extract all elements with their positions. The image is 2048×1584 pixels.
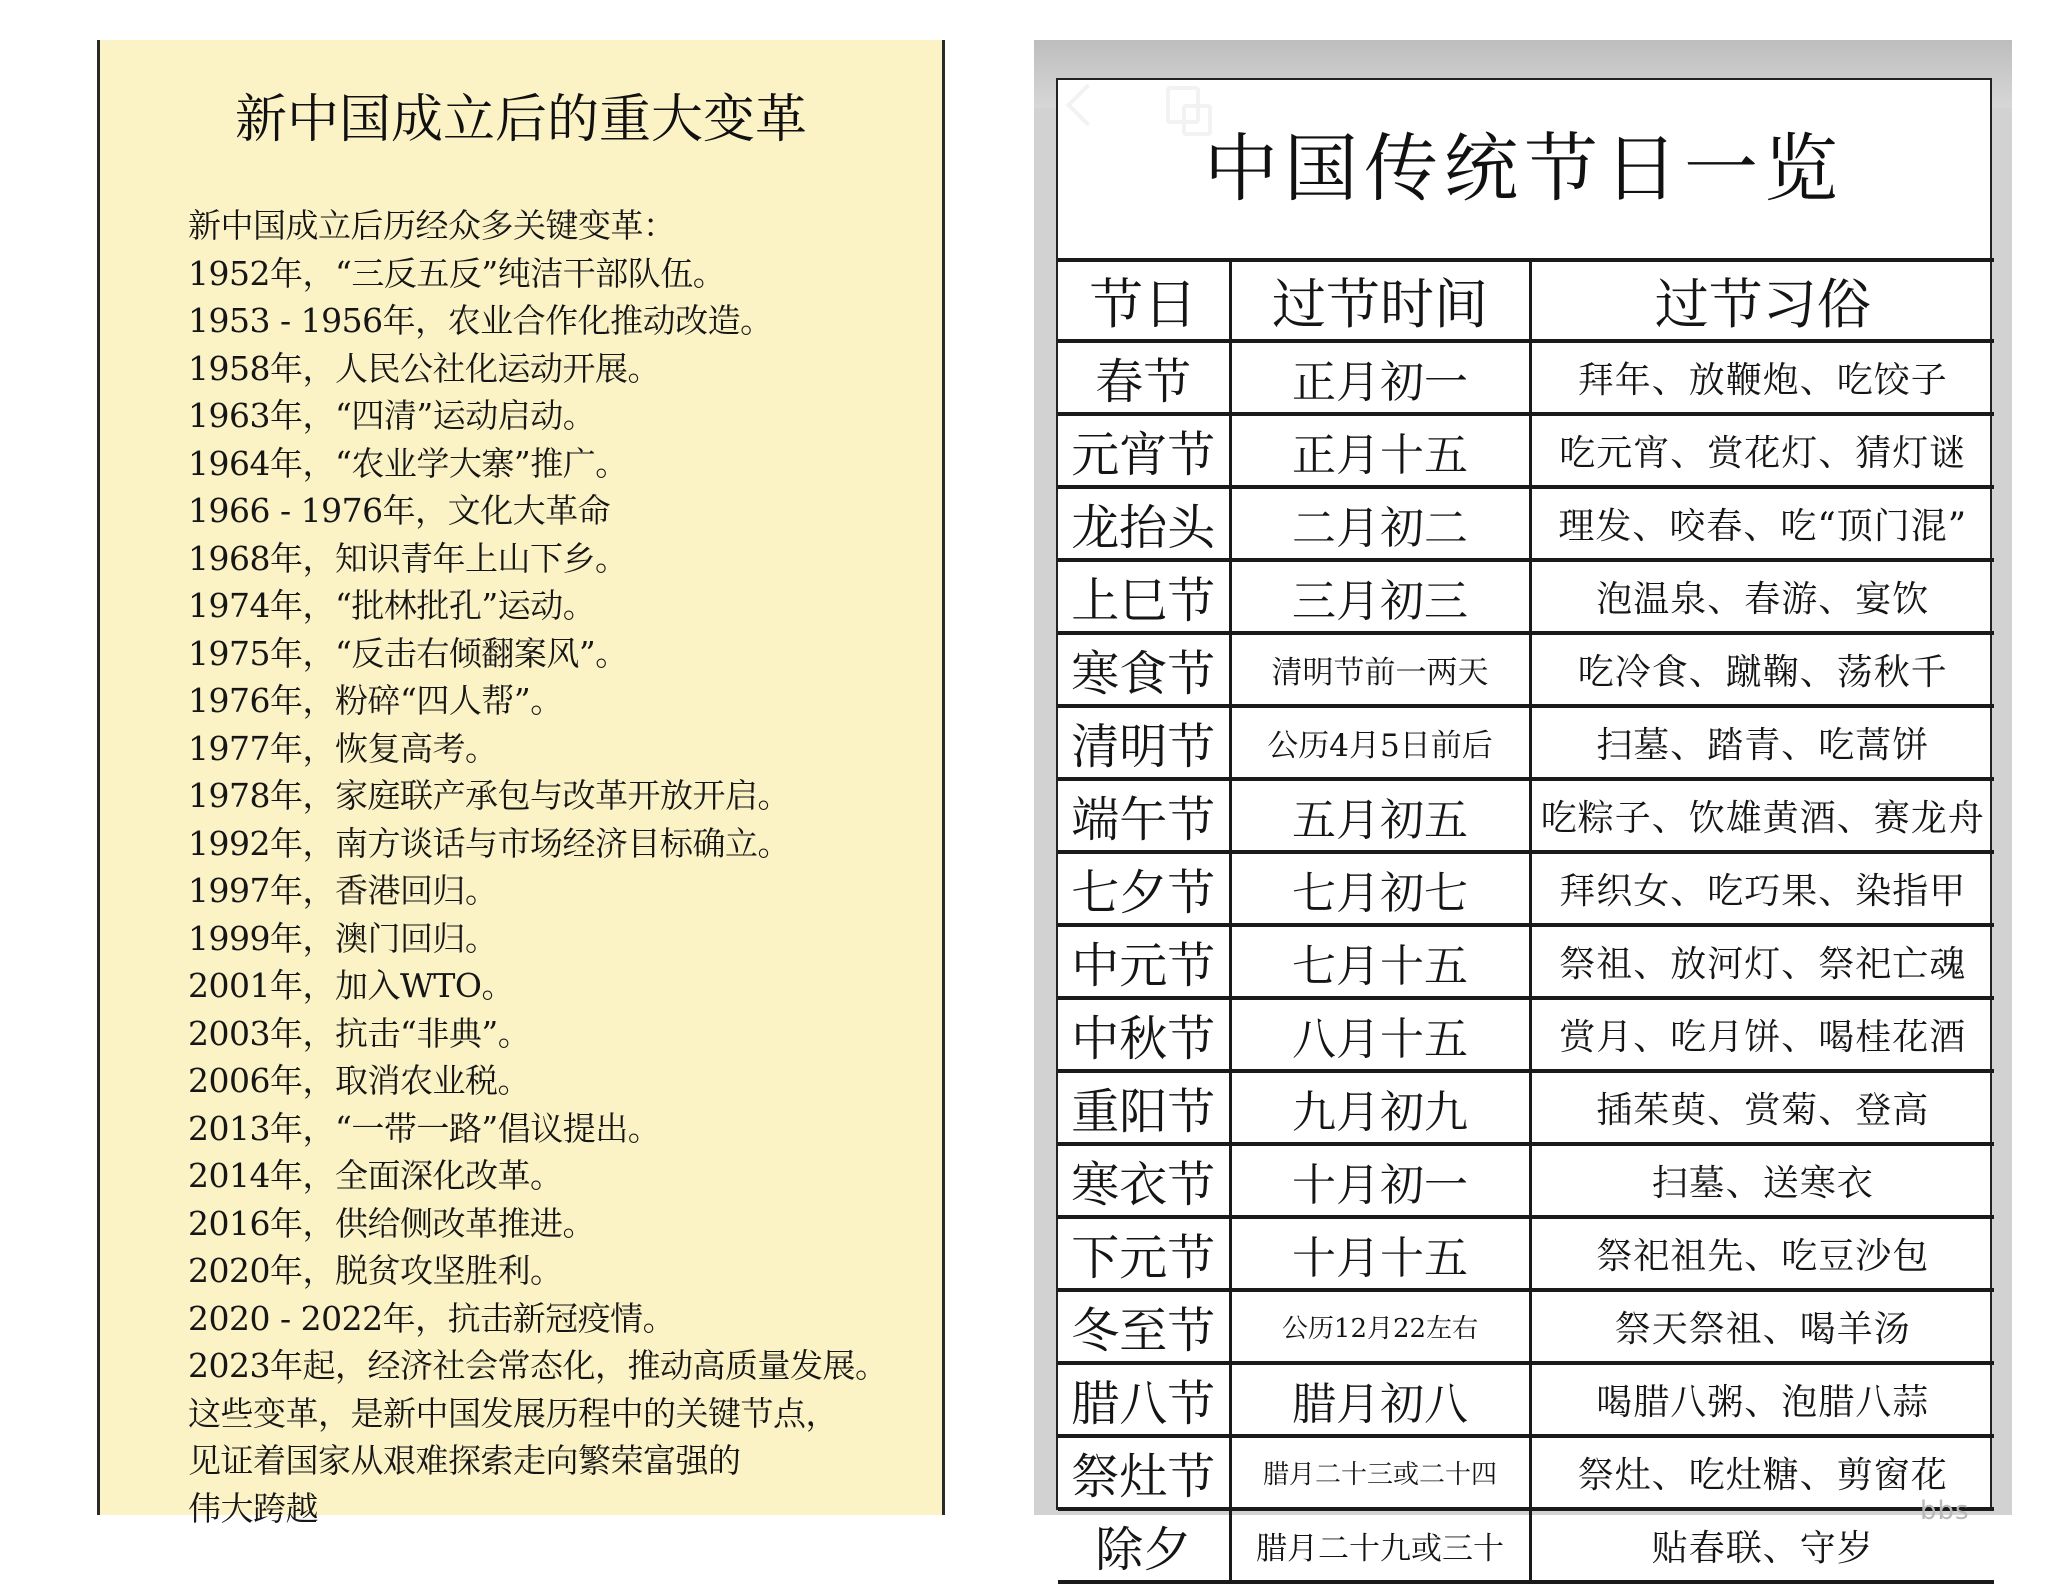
table-row — [1058, 998, 1994, 1071]
festival-name-cell: 中秋节 — [1058, 998, 1230, 1071]
festival-date-cell: 清明节前一两天 — [1230, 633, 1530, 706]
festival-custom-cell: 贴春联、守岁 — [1530, 1509, 1994, 1582]
festival-name-cell: 中元节 — [1058, 925, 1230, 998]
festival-custom-cell: 拜年、放鞭炮、吃饺子 — [1530, 341, 1994, 414]
festival-date-cell: 八月十五 — [1230, 998, 1530, 1071]
watermark: bbs — [1920, 1496, 1970, 1526]
festival-date-cell: 二月初二 — [1230, 487, 1530, 560]
festival-custom-cell: 泡温泉、春游、宴饮 — [1530, 560, 1994, 633]
festival-custom-cell: 祭祀祖先、吃豆沙包 — [1530, 1217, 1994, 1290]
document-line: 2013年，“一带一路”倡议提出。 — [188, 1108, 661, 1148]
festival-custom-cell: 扫墓、送寒衣 — [1530, 1144, 1994, 1217]
document-line: 2016年，供给侧改革推进。 — [188, 1203, 595, 1243]
festival-custom-cell: 祭祖、放河灯、祭祀亡魂 — [1530, 925, 1994, 998]
festival-date-cell: 七月初七 — [1230, 852, 1530, 925]
festival-name-cell: 元宵节 — [1058, 414, 1230, 487]
festival-custom-cell: 祭灶、吃灶糖、剪窗花 — [1530, 1436, 1994, 1509]
festival-name-cell: 七夕节 — [1058, 852, 1230, 925]
festival-date-cell: 腊月初八 — [1230, 1363, 1530, 1436]
festival-date-cell: 公历4月5日前后 — [1230, 706, 1530, 779]
table-row — [1058, 1217, 1994, 1290]
table-header-row — [1058, 260, 1994, 341]
document-line: 2003年，抗击“非典”。 — [188, 1013, 531, 1053]
document-line: 1975年，“反击右倾翻案风”。 — [188, 633, 628, 673]
festival-date-cell: 腊月二十三或二十四 — [1230, 1436, 1530, 1509]
festival-custom-cell: 插茱萸、赏菊、登高 — [1530, 1071, 1994, 1144]
festival-date-cell: 十月初一 — [1230, 1144, 1530, 1217]
document-line: 1964年，“农业学大寨”推广。 — [188, 443, 628, 483]
document-line: 1958年，人民公社化运动开展。 — [188, 348, 660, 388]
festival-custom-cell: 吃冷食、蹴鞠、荡秋千 — [1530, 633, 1994, 706]
document-line: 新中国成立后历经众多关键变革： — [188, 206, 676, 245]
document-line: 2014年，全面深化改革。 — [188, 1156, 563, 1195]
table-row — [1058, 852, 1994, 925]
table-row — [1058, 1071, 1994, 1144]
document-line: 1952年，“三反五反”纯洁干部队伍。 — [188, 253, 726, 293]
festival-date-cell: 五月初五 — [1230, 779, 1530, 852]
table-row — [1058, 487, 1994, 560]
document-line: 1966 - 1976年，文化大革命 — [188, 491, 611, 530]
festival-date-cell: 腊月二十九或三十 — [1230, 1509, 1530, 1582]
festival-date-cell: 七月十五 — [1230, 925, 1530, 998]
document-line: 2023年起，经济社会常态化，推动高质量发展。 — [188, 1346, 888, 1385]
festival-custom-cell: 赏月、吃月饼、喝桂花酒 — [1530, 998, 1994, 1071]
header-customs: 过节习俗 — [1530, 260, 1994, 341]
festival-date-cell: 九月初九 — [1230, 1071, 1530, 1144]
festival-name-cell: 重阳节 — [1058, 1071, 1230, 1144]
document-line: 伟大跨越 — [188, 1488, 318, 1528]
festival-custom-cell: 拜织女、吃巧果、染指甲 — [1530, 852, 1994, 925]
table-row — [1058, 1144, 1994, 1217]
festival-custom-cell: 扫墓、踏青、吃蒿饼 — [1530, 706, 1994, 779]
document-line: 1997年，香港回归。 — [188, 871, 498, 910]
festival-name-cell: 清明节 — [1058, 706, 1230, 779]
copy-icon[interactable] — [1166, 86, 1200, 124]
festival-screenshot-panel — [1034, 40, 2012, 1578]
document-line: 1978年，家庭联产承包与改革开放开启。 — [188, 776, 790, 815]
document-line: 2006年，取消农业税。 — [188, 1061, 530, 1100]
table-row — [1058, 1509, 1994, 1582]
document-line: 1968年，知识青年上山下乡。 — [188, 538, 628, 578]
document-line: 1963年，“四清”运动启动。 — [188, 396, 596, 435]
festival-custom-cell: 喝腊八粥、泡腊八蒜 — [1530, 1363, 1994, 1436]
table-row — [1058, 925, 1994, 998]
festival-name-cell: 腊八节 — [1058, 1363, 1230, 1436]
header-festival: 节日 — [1058, 260, 1230, 341]
table-row — [1058, 341, 1994, 414]
table-row — [1058, 706, 1994, 779]
festival-name-cell: 下元节 — [1058, 1217, 1230, 1290]
table-row — [1058, 633, 1994, 706]
festival-date-cell: 三月初三 — [1230, 560, 1530, 633]
document-lines — [188, 202, 887, 1532]
document-line: 2020年，脱贫攻坚胜利。 — [188, 1251, 563, 1290]
table-row — [1058, 414, 1994, 487]
festival-date-cell: 正月初一 — [1230, 341, 1530, 414]
festival-custom-cell: 吃粽子、饮雄黄酒、赛龙舟 — [1530, 779, 1994, 852]
festival-date-cell: 十月十五 — [1230, 1217, 1530, 1290]
document-line: 2020 - 2022年，抗击新冠疫情。 — [188, 1298, 676, 1338]
festival-name-cell: 寒食节 — [1058, 633, 1230, 706]
document-line: 2001年，加入WTO。 — [188, 966, 514, 1005]
document-title: 新中国成立后的重大变革 — [234, 90, 807, 150]
festival-name-cell: 龙抬头 — [1058, 487, 1230, 560]
festival-name-cell: 端午节 — [1058, 779, 1230, 852]
table-row — [1058, 560, 1994, 633]
document-line: 1974年，“批林批孔”运动。 — [188, 586, 596, 625]
document-line: 见证着国家从艰难探索走向繁荣富强的 — [188, 1441, 741, 1480]
festival-date-cell: 正月十五 — [1230, 414, 1530, 487]
festival-name-cell: 寒衣节 — [1058, 1144, 1230, 1217]
document-line: 这些变革，是新中国发展历程中的关键节点， — [188, 1393, 838, 1433]
left-document-panel — [97, 40, 945, 1528]
festival-name-cell: 上巳节 — [1058, 560, 1230, 633]
table-row — [1058, 1363, 1994, 1436]
table-row — [1058, 1290, 1994, 1363]
header-date: 过节时间 — [1230, 260, 1530, 341]
festival-name-cell: 春节 — [1058, 341, 1230, 414]
festival-name-cell: 冬至节 — [1058, 1290, 1230, 1363]
document-line: 1992年，南方谈话与市场经济目标确立。 — [188, 823, 790, 863]
festival-custom-cell: 理发、咬春、吃“顶门混” — [1530, 487, 1994, 560]
festival-name-cell: 除夕 — [1058, 1509, 1230, 1582]
festival-custom-cell: 祭天祭祖、喝羊汤 — [1530, 1290, 1994, 1363]
festival-name-cell: 祭灶节 — [1058, 1436, 1230, 1509]
festival-custom-cell: 吃元宵、赏花灯、猜灯谜 — [1530, 414, 1994, 487]
document-line: 1953 - 1956年，农业合作化推动改造。 — [188, 301, 773, 340]
festival-table-title: 中国传统节日一览 — [1204, 126, 1844, 212]
document-line: 1999年，澳门回归。 — [188, 918, 498, 958]
festival-date-cell: 公历12月22左右 — [1230, 1290, 1530, 1363]
table-row — [1058, 1436, 1994, 1509]
table-row — [1058, 779, 1994, 852]
festival-table — [1058, 258, 1994, 1584]
document-line: 1976年，粉碎“四人帮”。 — [188, 681, 563, 720]
document-line: 1977年，恢复高考。 — [188, 728, 498, 768]
